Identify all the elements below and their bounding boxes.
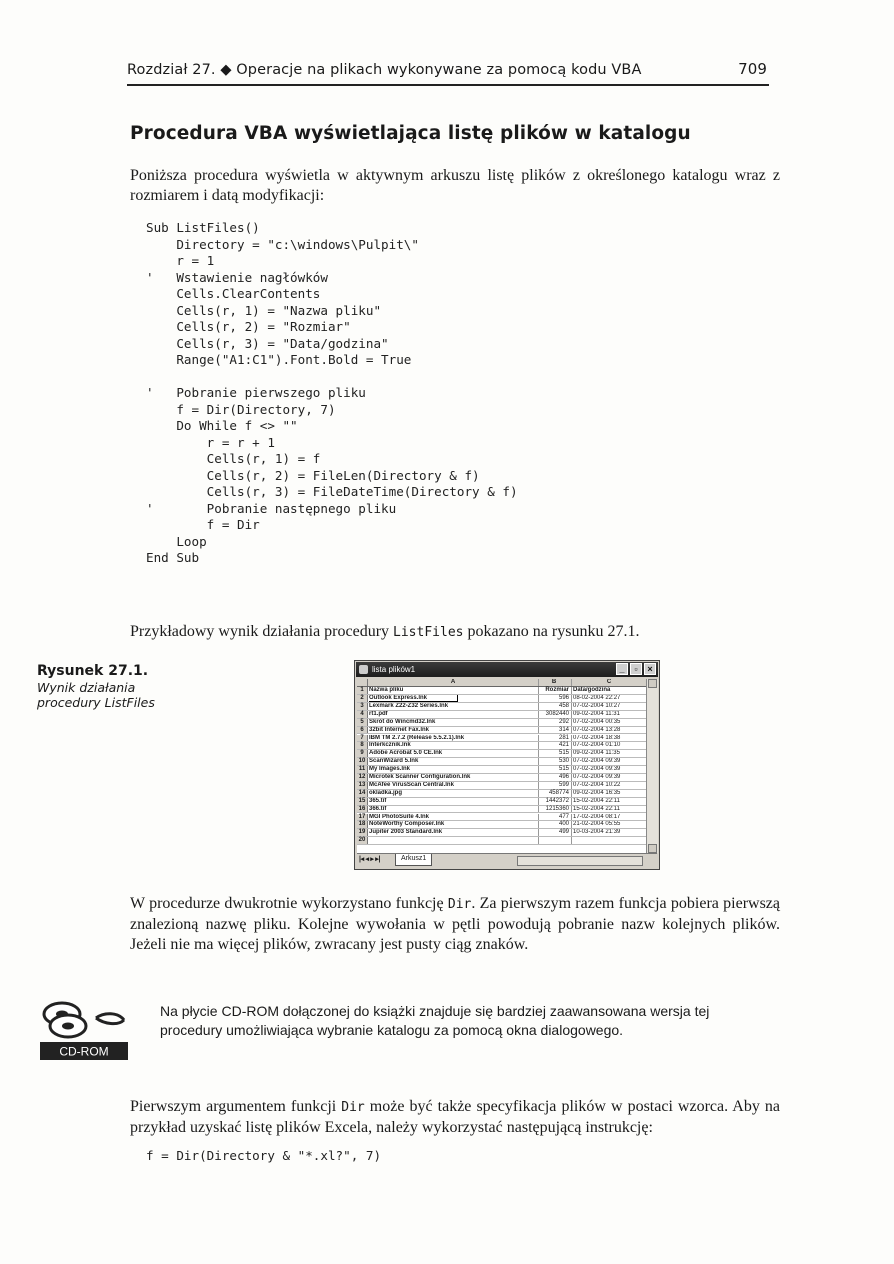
cell-file-date (573, 798, 645, 805)
cell-file-size-text: 496 (558, 774, 569, 780)
column-header-a: A (450, 679, 456, 685)
minimize-icon: _ (616, 663, 628, 675)
cell-file-date (573, 782, 645, 789)
chapter-title: Rozdział 27. ◆ Operacje na plikach wykonywane za pomocą kodu VBA (127, 62, 642, 78)
cell-file-date-text: 10-03-2004 21:39 (573, 829, 621, 836)
inline-code-dir-2: Dir (341, 1100, 365, 1115)
row-number (357, 790, 368, 797)
cell-file-date (573, 727, 645, 734)
excel-window (354, 660, 660, 870)
row-number (357, 837, 368, 844)
cell-file-name-text: okladka.jpg (369, 789, 403, 796)
cell-file-name-text: Jupiter 2003 Standard.lnk (369, 829, 443, 836)
code-line: ' Pobranie następnego pliku (146, 500, 397, 516)
cell-file-date-text: 17-02-2004 08:17 (573, 813, 621, 820)
cell-file-name (369, 782, 537, 789)
cell-file-name-text: Microtek Scanner Configuration.lnk (369, 774, 471, 780)
row-number-text: 2 (360, 695, 364, 701)
cell-file-name-text: My Images.lnk (369, 766, 411, 773)
excel-grid (357, 679, 647, 853)
code-line: r = 1 (146, 253, 215, 268)
cell-file-date-text: 07-02-2004 00:35 (573, 718, 621, 725)
row-number (357, 711, 368, 718)
code-line: ' Pobranie pierwszego pliku (146, 385, 366, 400)
inline-code-listfiles: ListFiles (393, 625, 464, 640)
cell-file-name (369, 711, 537, 718)
code-line: Cells(r, 3) = FileDateTime(Directory & f) (146, 484, 518, 499)
cd-rom-note: Na płycie CD-ROM dołączonej do książki znajduje się bardziej zaawansowana wersja tej procedury umożliwiająca wybranie katalogu za pomocą okna dialogowego. (160, 1003, 710, 1038)
dir-text-2: . Za pierwszym razem funkcja pobiera pierwszą znalezioną nazwę pliku. Kolejne wywołania w pętli powodują pobranie nazw kolejnych plików. Jeżeli nie ma więcej plików, zwracany jest pusty ciąg znaków. (130, 895, 781, 953)
header-rule (127, 84, 769, 86)
code-line: Cells.ClearContents (146, 286, 321, 301)
row-number-text: 3 (360, 702, 364, 709)
code-line: Loop (146, 533, 207, 549)
cell-file-size (539, 766, 569, 773)
cell-file-name-text: Adobe Acrobat 5.0 CE.lnk (369, 750, 443, 757)
row-number-text: 8 (360, 742, 364, 749)
pattern-paragraph (130, 1097, 780, 1138)
cell-file-name-text: NoteWorthy Composer.lnk (369, 821, 445, 828)
cell-file-size-text: 596 (558, 695, 569, 701)
cell-file-size (539, 758, 569, 765)
row-number (357, 703, 368, 710)
cell-file-size-text: 1215360 (545, 805, 569, 812)
cell-file-date-text: 07-02-2004 09:39 (573, 758, 621, 765)
code-line: f = Dir (146, 517, 260, 532)
cell-file-size (539, 814, 569, 821)
row-number (357, 814, 368, 821)
cell-file-date-text: 07-02-2004 09:39 (573, 774, 621, 780)
cell-file-size-text: 3082440 (545, 710, 569, 717)
row-number (357, 829, 368, 836)
cell-file-date (573, 758, 645, 765)
table-row (357, 829, 647, 837)
cd-rom-label: CD-ROM (59, 1044, 109, 1059)
row-number (357, 719, 368, 726)
cell-file-date (573, 742, 645, 749)
cell-file-date-text: 07-02-2004 01:10 (573, 742, 621, 749)
row-number (357, 821, 368, 828)
row-number (357, 798, 368, 805)
code-line: ' Wstawienie nagłówków (146, 269, 328, 285)
cell-file-size (539, 806, 569, 813)
cell-file-date (573, 766, 645, 773)
cell-file-date-text: 07-02-2004 09:39 (573, 766, 621, 773)
cell-file-name (369, 814, 537, 821)
cell-file-name (369, 703, 537, 710)
close-icon: × (644, 663, 656, 675)
code-line: End Sub (146, 550, 200, 565)
intro-paragraph: Poniższa procedura wyświetla w aktywnym arkuszu listę plików z określonego katalogu wraz z rozmiarem i datą modyfikacji: (130, 167, 780, 204)
table-row (357, 750, 647, 758)
column-header-b: B (551, 679, 557, 685)
excel-window-title: lista plików1 (372, 665, 416, 674)
row-number-text: 5 (360, 718, 364, 725)
cell-file-name (369, 766, 537, 773)
row-number (357, 782, 368, 789)
column-header-c: C (606, 679, 612, 685)
code-line (146, 369, 518, 386)
row-number-text: 20 (358, 837, 366, 844)
table-row (357, 774, 647, 782)
cd-rom-icon (38, 998, 130, 1062)
cell-file-name (369, 735, 537, 742)
row-number (357, 727, 368, 734)
table-row (357, 798, 647, 806)
cell-file-size-text: 400 (558, 821, 569, 828)
row-number (357, 742, 368, 749)
table-row (357, 695, 647, 703)
cell-file-size-text: 281 (558, 734, 569, 741)
table-row (357, 711, 647, 719)
code-line: r = r + 1 (146, 434, 275, 450)
cell-file-date-text: 07-02-2004 10:22 (573, 781, 621, 788)
cell-file-name (369, 727, 537, 734)
dir-paragraph (130, 894, 780, 955)
cell-file-size (539, 829, 569, 836)
code-line: Cells(r, 2) = FileLen(Directory & f) (146, 467, 480, 483)
result-text-after: pokazano na rysunku 27.1. (463, 623, 640, 640)
inline-code-dir: Dir (447, 897, 472, 912)
table-row (357, 806, 647, 814)
cell-file-date-text: 09-02-2004 11:31 (573, 710, 620, 717)
row-number-text: 18 (358, 821, 366, 828)
cell-file-name-text: McAfee VirusScan Central.lnk (369, 781, 454, 788)
cell-file-name-text: rt1.pdf (369, 710, 388, 717)
cell-file-size (539, 719, 569, 726)
cell-file-name (369, 774, 537, 781)
row-number-text: 12 (358, 774, 366, 780)
row-number-text: 6 (360, 726, 364, 733)
cell-file-date-text: 07-02-2004 10:27 (573, 702, 621, 709)
row-number (357, 774, 368, 781)
pattern-text-1: Pierwszym argumentem funkcji (130, 1098, 342, 1115)
dir-text-1: W procedurze dwukrotnie wykorzystano funkcję (130, 895, 448, 912)
excel-app-icon (359, 665, 368, 674)
row-number-text: 11 (358, 766, 366, 773)
result-text-before: Przykładowy wynik działania procedury (130, 623, 394, 640)
cell-file-size (539, 742, 569, 749)
table-row (357, 766, 647, 774)
cell-file-size (539, 735, 569, 742)
cell-file-size (539, 790, 569, 797)
cell-file-date (573, 711, 645, 718)
cell-file-size (539, 798, 569, 805)
cell-file-name (369, 829, 537, 836)
cell-file-date-text: 07-02-2004 13:28 (573, 726, 621, 733)
result-paragraph (130, 622, 780, 643)
row-number-text: 14 (358, 789, 366, 796)
code-line: Sub ListFiles() (146, 220, 260, 235)
row-number-text: 4 (360, 710, 364, 717)
table-row (357, 703, 647, 711)
horizontal-scrollbar (517, 856, 643, 866)
cell-file-date (573, 806, 645, 813)
maximize-icon: ▫ (630, 663, 642, 675)
pattern-text-2: może być także specyfikacja plików w postaci wzorca. Aby na przykład uzyskać listę plików Excela, należy wykorzystać następującą instrukcję: (130, 1098, 781, 1136)
code-line: Cells(r, 2) = "Rozmiar" (146, 319, 351, 334)
table-row (357, 727, 647, 735)
header-cell-date: Data/godzina (573, 687, 611, 693)
table-row (357, 837, 647, 845)
row-number (357, 766, 368, 773)
row-number-text: 10 (358, 758, 366, 765)
running-header (127, 60, 767, 78)
cell-file-size-text: 599 (558, 781, 569, 788)
row-number (357, 758, 368, 765)
code-line: Cells(r, 1) = f (146, 451, 321, 466)
cell-file-size-text: 477 (558, 813, 569, 820)
cell-file-date-text: 15-02-2004 22:11 (573, 805, 620, 812)
cell-file-name (369, 750, 537, 757)
cell-file-size-text: 515 (558, 750, 569, 757)
cell-file-size-text: 292 (558, 718, 569, 725)
cell-file-name (369, 742, 537, 749)
cell-file-date-text: 08-02-2004 22:27 (573, 695, 621, 701)
excel-title-bar (356, 662, 658, 677)
table-row (357, 814, 647, 822)
cell-file-size-text: 458774 (548, 789, 569, 796)
cell-file-name-text: 32bit Internet Fax.lnk (369, 726, 430, 733)
cell-file-size-text: 458 (558, 702, 569, 709)
cell-file-name-text: IBM TM 2.7.2 (Release 5.5.2.1).lnk (369, 734, 465, 741)
row-number-text: 17 (358, 813, 366, 820)
cell-file-size (539, 703, 569, 710)
figure-caption (37, 663, 197, 710)
cell-file-name-text: 365.tif (369, 797, 387, 804)
row-number-text: 19 (358, 829, 366, 836)
sheet-nav-arrows: |◂ ◂ ▸ ▸| (359, 856, 381, 863)
cell-file-name (369, 758, 537, 765)
vertical-scrollbar (646, 679, 658, 853)
cell-file-size-text: 530 (558, 758, 569, 765)
code-listing (146, 220, 518, 567)
scroll-up-icon (648, 679, 657, 688)
table-row (357, 719, 647, 727)
header-cell-size: Rozmiar (545, 687, 569, 693)
cell-file-date (573, 814, 645, 821)
table-row (357, 821, 647, 829)
cell-file-date (573, 774, 645, 781)
row-number: 1 (357, 687, 368, 694)
cell-file-date-text: 21-02-2004 05:55 (573, 821, 621, 828)
table-header-row (357, 687, 647, 695)
cell-file-size-text: 314 (558, 726, 569, 733)
code-line: Cells(r, 3) = "Data/godzina" (146, 335, 389, 351)
figure-label: Rysunek 27.1. (37, 663, 149, 679)
row-number-text: 7 (360, 734, 364, 741)
corner-cell (357, 679, 368, 686)
table-row (357, 758, 647, 766)
cell-file-size (539, 774, 569, 781)
cell-file-name (369, 790, 537, 797)
cell-file-name-text: Interkcznik.lnk (369, 742, 411, 749)
cell-file-name-text: ScanWizard 5.lnk (369, 758, 419, 765)
cell-file-date (573, 735, 645, 742)
cell-file-name (369, 798, 537, 805)
cell-file-size (539, 750, 569, 757)
cell-file-date-text: 07-02-2004 18:38 (573, 734, 621, 741)
code-line: Directory = "c:\windows\Pulpit\" (146, 236, 419, 252)
row-number-text: 9 (360, 750, 364, 757)
cell-file-name (369, 719, 537, 726)
cell-file-date-text: 15-02-2004 22:11 (573, 797, 620, 804)
cell-file-name (369, 695, 537, 702)
sheet-tab-bar (357, 853, 657, 867)
code-line: Cells(r, 1) = "Nazwa pliku" (146, 302, 382, 318)
table-row (357, 782, 647, 790)
table-row (357, 790, 647, 798)
cell-file-name (369, 821, 537, 828)
column-header-row (357, 679, 647, 687)
cell-file-size-text: 1442372 (545, 797, 569, 804)
section-heading: Procedura VBA wyświetlająca listę plików w katalogu (130, 123, 691, 144)
figure-description: Wynik działania procedury ListFiles (37, 680, 155, 710)
cell-file-date-text: 09-02-2004 11:35 (573, 750, 620, 757)
cell-file-date (573, 695, 645, 702)
cell-file-size (539, 695, 569, 702)
cell-file-date (573, 821, 645, 828)
row-number (357, 750, 368, 757)
cell-file-size (539, 782, 569, 789)
cell-file-name (369, 806, 537, 813)
cell-file-date (573, 790, 645, 797)
cell-file-name-text: MGI PhotoSuite 4.lnk (369, 813, 430, 820)
code-line: f = Dir(Directory, 7) (146, 401, 336, 417)
code-line: Range("A1:C1").Font.Bold = True (146, 352, 412, 367)
cell-file-size (539, 727, 569, 734)
cell-file-name-text: Skrót do Wincmd32.lnk (369, 718, 436, 725)
row-number (357, 806, 368, 813)
cell-file-name-text: Lexmark Z22-Z32 Series.lnk (369, 702, 449, 709)
cell-file-size-text: 515 (558, 766, 569, 773)
cell-file-size (539, 821, 569, 828)
cell-file-date (573, 750, 645, 757)
row-number-text: 15 (358, 797, 366, 804)
header-cell-name: Nazwa pliku (369, 687, 404, 693)
scroll-down-icon (648, 844, 657, 853)
cell-file-size-text: 499 (558, 829, 569, 836)
cell-file-name-text: 366.tif (369, 805, 387, 812)
table-row (357, 735, 647, 743)
cell-file-date-text: 09-02-2004 16:35 (573, 789, 621, 796)
sheet-tab: Arkusz1 (395, 854, 432, 866)
row-number (357, 735, 368, 742)
cell-file-size-text: 421 (558, 742, 569, 749)
code-example: f = Dir(Directory & "*.xl?", 7) (146, 1148, 382, 1163)
cell-file-date (573, 703, 645, 710)
row-number-text: 13 (358, 781, 366, 788)
cell-file-size (539, 711, 569, 718)
cell-file-date (573, 829, 645, 836)
table-row (357, 742, 647, 750)
cell-file-date (573, 719, 645, 726)
code-line: Do While f <> "" (146, 418, 298, 433)
cell-file-name-text: Outlook Express.lnk (369, 695, 457, 701)
row-number-text: 16 (358, 805, 366, 812)
row-number (357, 695, 368, 702)
page-number: 709 (738, 60, 767, 78)
